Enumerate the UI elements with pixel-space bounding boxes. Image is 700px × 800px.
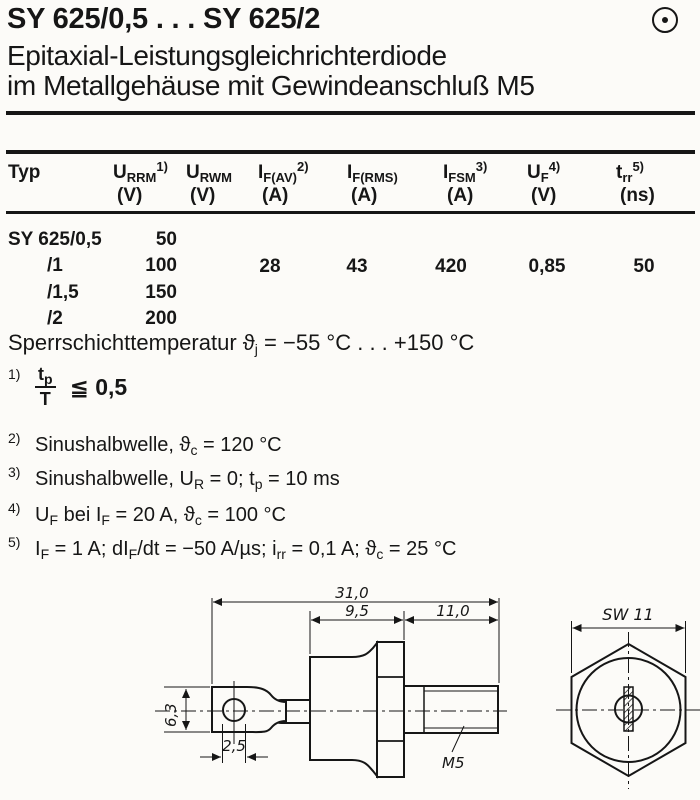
footnote-1-condition: ≦ 0,5 [69,373,128,400]
urrm-value-150: 150 [145,282,177,303]
footnote-1 [8,364,127,410]
svg-text:11,0: 11,0 [436,602,470,620]
ifav-shared-value: 28 [259,256,281,277]
subtitle-line-2: im Metallgehäuse mit Gewindeanschluß M5 [7,70,535,101]
fraction-denominator: T [39,389,51,409]
horizontal-rule-table-top [6,150,695,154]
dimension-lug-height [162,687,210,732]
col-header-ifrms: $I_{F(RMS)}$ (A) [347,162,398,206]
col-header-typ: Typ [8,162,41,183]
footnote-1-marker: 1) [8,366,21,382]
urrm-value-100: 100 [145,255,177,276]
horizontal-rule-header-bottom [6,211,695,214]
horizontal-rule-top [6,111,695,115]
col-header-ifav: $I_{F(AV)}^{2)}$ (A) [258,159,309,206]
trr-shared-value: 50 [633,256,655,277]
dimension-stud-length [405,602,498,620]
svg-text:6,3: 6,3 [162,703,180,727]
urrm-value-200: 200 [145,308,177,329]
fraction-numerator: $t_p$ [35,364,56,388]
col-header-ifsm: $I_{FSM}^{3)}$ (A) [443,159,488,206]
svg-text:M5: M5 [442,754,465,772]
footnote-5: 5) $I_F = 1$ A; $dI_F/dt = -50$ A/µs; $i_{rr} = 0,1$ A; $ϑ_c = 25$ °C [8,534,457,562]
diode-body [310,643,377,776]
urrm-value-50: 50 [155,229,177,250]
footnote-3: 3) Sinushalbwelle, $U_R = 0$; $t_p = 10$ ms [8,464,340,492]
svg-text:SW 11: SW 11 [602,605,654,624]
svg-text:31,0: 31,0 [335,584,369,602]
row-typ-2: /2 [47,308,63,329]
page-title: SY 625/0,5 . . . SY 625/2 [7,3,321,35]
ifrms-shared-value: 43 [346,256,368,277]
subtitle-line-1: Epitaxial-Leistungsgleichrichterdiode [7,40,447,71]
footnote-1-fraction [35,364,56,410]
svg-text:2,5: 2,5 [222,737,246,755]
package-outline-drawing [0,575,700,800]
col-header-urrm: $U_{RRM}^{1)}$ (V) [113,159,168,206]
circle-dot-logo-icon [652,7,678,33]
ifsm-shared-value: 420 [435,256,467,277]
row-typ-1: /1 [47,255,63,276]
logo-dot-icon [662,17,668,23]
row-typ-15: /1,5 [47,282,79,303]
col-header-uf: $U_F^{4)}$ (V) [527,159,561,206]
junction-temperature-line: Sperrschichttemperatur $ϑ_j = -55$ °C . . . +150 °C [8,330,475,357]
row-typ-sy625-05: SY 625/0,5 [8,229,102,250]
svg-text:9,5: 9,5 [345,602,369,620]
footnote-2: 2) Sinushalbwelle, $ϑ_c = 120$ °C [8,430,282,458]
uf-shared-value: 0,85 [528,256,566,277]
footnote-4: 4) $U_F$ bei $I_F = 20$ A, $ϑ_c = 100$ °C [8,500,286,528]
threaded-stud [404,686,498,733]
hex-flange [377,642,404,777]
col-header-trr: $t_{rr}^{5)}$ (ns) [616,159,655,206]
col-header-urwm: $U_{RWM}$ (V) [186,162,232,206]
